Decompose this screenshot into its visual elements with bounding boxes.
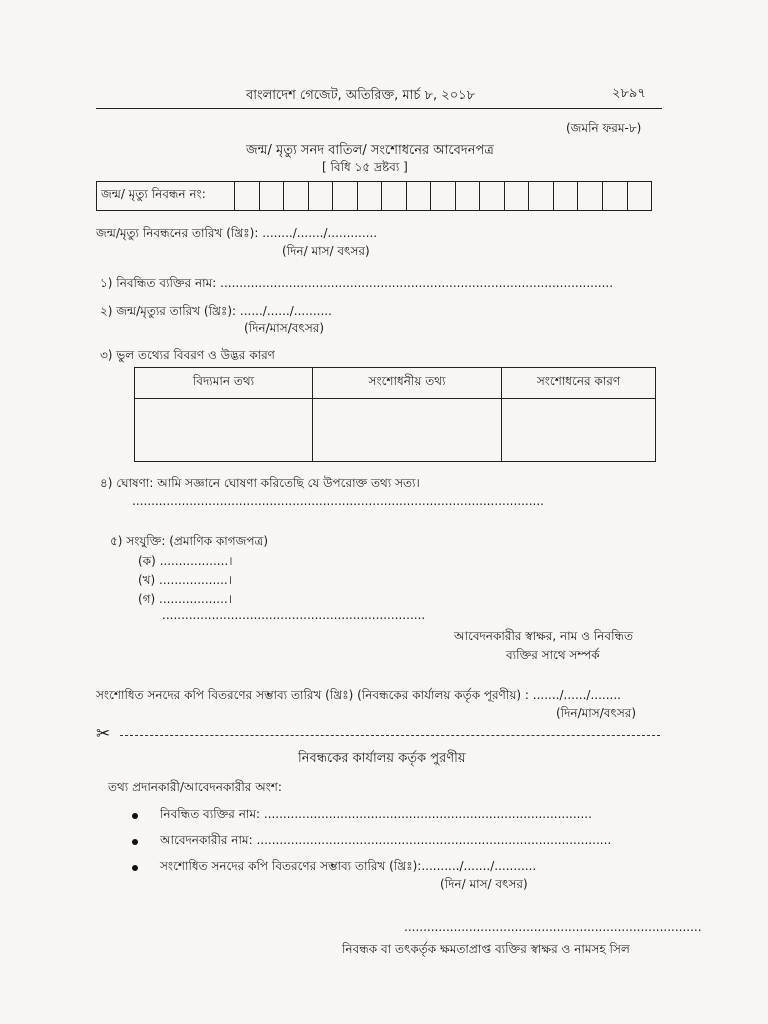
bullet-dot (132, 865, 138, 871)
attachment-ka: (ক) ..................। (138, 554, 233, 568)
registration-digit-cell[interactable] (284, 182, 309, 210)
registration-digit-cell[interactable] (529, 182, 554, 210)
office-signature-caption: নিবন্ধক বা তৎকর্তৃক ক্ষমতাপ্রাপ্ত ব্যক্তির স্বাক্ষর ও নামসহ সিল (342, 942, 630, 956)
registration-date-hint: (দিন/ মাস/ বৎসর) (282, 244, 370, 258)
declaration-line: ............................................................................................................ (132, 494, 544, 508)
rule-reference: [ বিধি ১৫ দ্রষ্টব্য ] (322, 160, 408, 174)
registration-digit-cell[interactable] (603, 182, 628, 210)
item-birth-death-date: ২) জন্ম/মৃত্যুর তারিখ (খ্রিঃ): ....../....../.......... (100, 304, 332, 318)
applicant-signature-caption: আবেদনকারীর স্বাক্ষর, নাম ও নিবন্ধিত (454, 629, 634, 643)
delivery-date-hint: (দিন/মাস/বৎসর) (556, 706, 637, 720)
applicant-relation-caption: ব্যক্তির সাথে সম্পর্ক (506, 648, 600, 662)
header-existing-info: বিদ্যমান তথ্য (135, 368, 313, 399)
office-section-title: নিবন্ধকের কার্যালয় কর্তৃক পুরণীয় (298, 751, 466, 766)
item-error-description: ৩) ভুল তথ্যের বিবরণ ও উদ্ভর কারণ (100, 348, 275, 362)
registration-digit-cell[interactable] (431, 182, 456, 210)
registration-digit-cell[interactable] (578, 182, 603, 210)
form-title: জন্ম/ মৃত্যু সনদ বাতিল/ সংশোধনের আবেদনপত্র (246, 143, 494, 158)
delivery-date-line: সংশোধিত সনদের কপি বিতরণের সম্ভাব্য তারিখ (খ্রিঃ) (নিবন্ধকের কার্যালয় কর্তৃক পূরণীয়) : ......./....../........ (96, 688, 621, 702)
registration-digit-cell[interactable] (333, 182, 358, 210)
cut-line (120, 735, 660, 736)
header-corrected-info: সংশোধনীয় তথ্য (313, 368, 502, 399)
registration-digit-cell[interactable] (309, 182, 334, 210)
registration-digit-cell[interactable] (358, 182, 383, 210)
scissors-icon: ✂ (96, 724, 111, 744)
table-header-row (135, 368, 656, 399)
registration-digit-cell[interactable] (554, 182, 579, 210)
page-number: ২৮৯৭ (612, 86, 646, 101)
registration-number-label: জন্ম/ মৃত্যু নিবন্ধন নং: (97, 182, 235, 210)
bullet-dot (132, 813, 138, 819)
item-declaration: ৪) ঘোষণা: আমি সজ্ঞানে ঘোষণা করিতেছি যে উপরোক্ত তথ্য সত্য। (100, 476, 420, 490)
registration-date-line: জন্ম/মৃত্যু নিবন্ধনের তারিখ (খ্রিঃ): ......../......./............. (96, 226, 378, 240)
registration-digit-cell[interactable] (382, 182, 407, 210)
item-birth-death-date-hint: (দিন/মাস/বৎসর) (244, 321, 325, 335)
registration-digit-cell[interactable] (407, 182, 432, 210)
office-delivery-date-hint: (দিন/ মাস/ বৎসর) (440, 877, 528, 891)
table-row[interactable] (135, 399, 656, 462)
header-rule (96, 108, 662, 109)
cell-corrected-info[interactable] (313, 399, 502, 462)
registration-digit-cell[interactable] (260, 182, 285, 210)
attachment-extra-line: ..................................................................... (162, 608, 426, 622)
registration-digit-cell[interactable] (235, 182, 260, 210)
registration-digit-cell[interactable] (628, 182, 652, 210)
office-registered-name: নিবন্ধিত ব্যক্তির নাম: ...................................................................................... (160, 807, 592, 821)
correction-table (134, 367, 656, 462)
item-attachments: ৫) সংযুক্তি: (প্রমাণিক কাগজপত্র) (110, 534, 269, 548)
registration-digit-cell[interactable] (456, 182, 481, 210)
attachment-ga: (গ) ..................। (138, 592, 232, 606)
item-registered-name: ১) নিবন্ধিত ব্যক্তির নাম: ....................................................................................................... (100, 276, 614, 290)
office-signature-line: .............................................................................. (404, 920, 702, 934)
informant-section-label: তথ্য প্রদানকারী/আবেদনকারীর অংশ: (108, 780, 282, 794)
office-applicant-name: আবেদনকারীর নাম: ............................................................................................. (160, 833, 612, 847)
cell-correction-reason[interactable] (502, 399, 656, 462)
gazette-header: বাংলাদেশ গেজেট, অতিরিক্ত, মার্চ ৮, ২০১৮ (246, 88, 476, 103)
registration-number-box[interactable] (96, 181, 652, 211)
registration-number-cells[interactable] (235, 182, 651, 210)
form-tag: (জমনি ফরম-৮) (566, 121, 642, 135)
header-correction-reason: সংশোধনের কারণ (502, 368, 656, 399)
registration-digit-cell[interactable] (505, 182, 530, 210)
attachment-kha: (খ) ..................। (138, 573, 233, 587)
bullet-dot (132, 839, 138, 845)
cell-existing-info[interactable] (135, 399, 313, 462)
office-delivery-date: সংশোধিত সনদের কপি বিতরণের সম্ভাব্য তারিখ (খ্রিঃ):........../......./........... (160, 859, 537, 873)
registration-digit-cell[interactable] (480, 182, 505, 210)
